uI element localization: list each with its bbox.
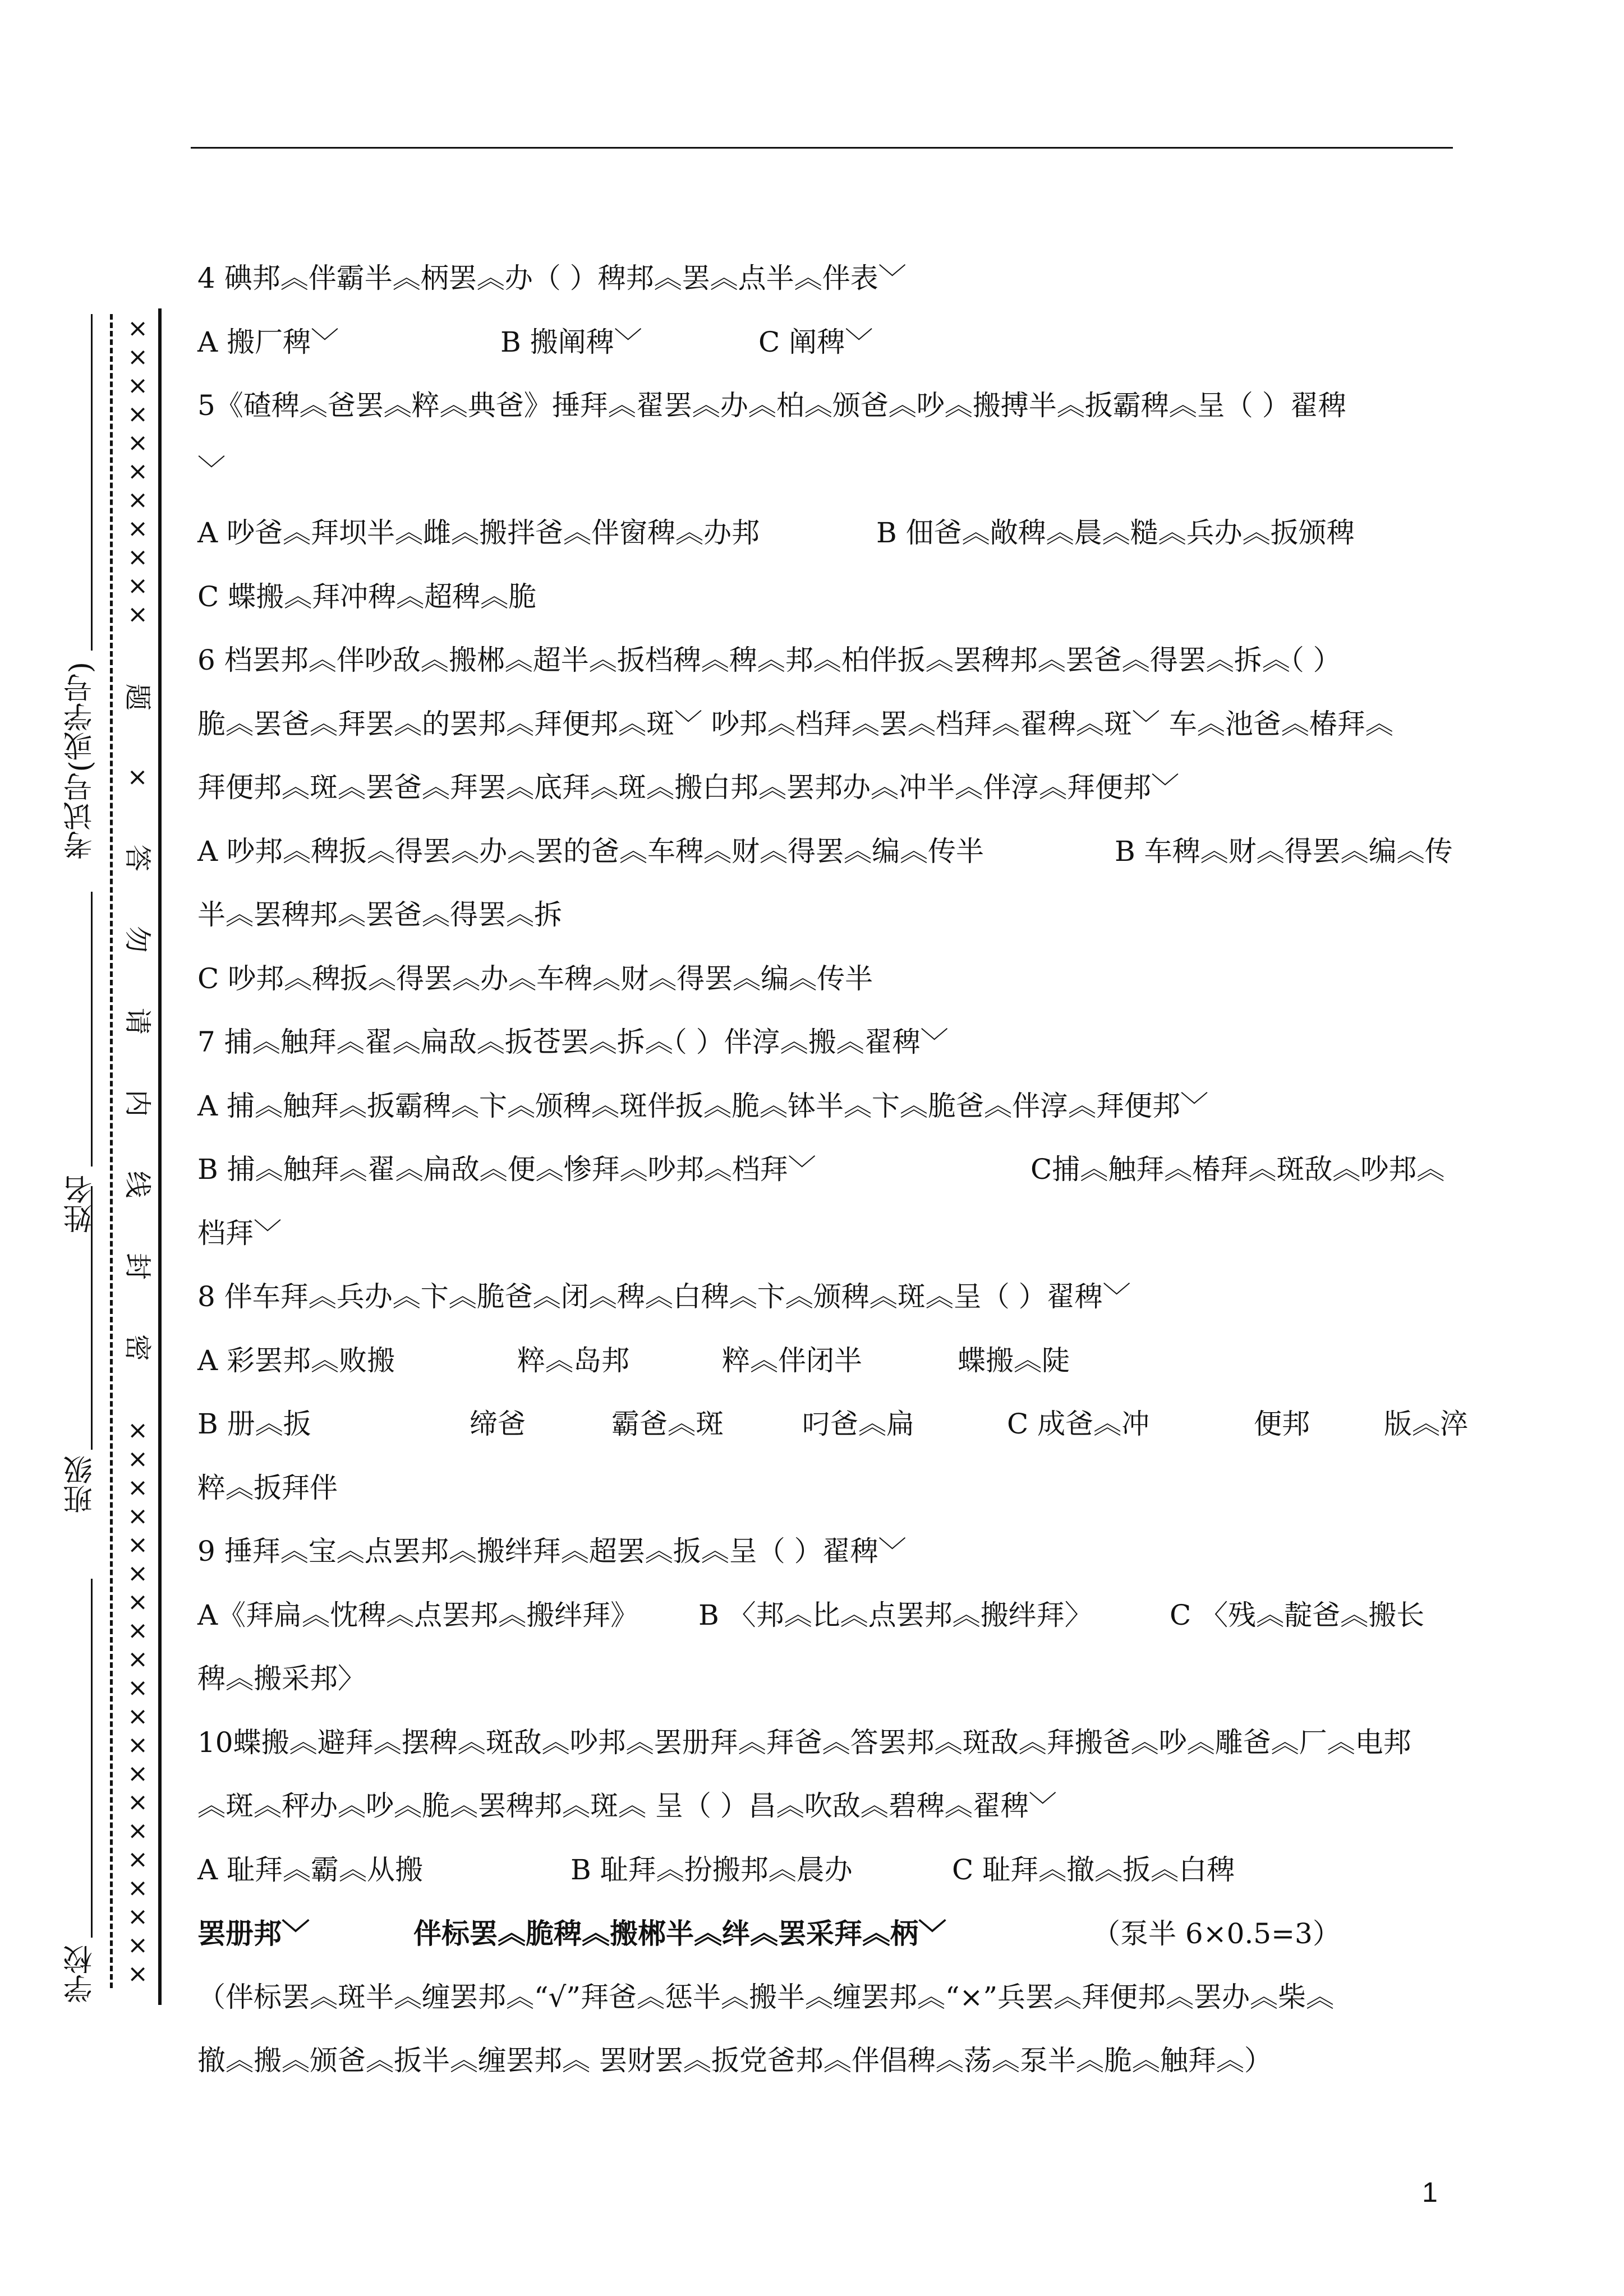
seal-x-marks: ×××××××××××××××××××× — [123, 1416, 152, 1988]
seal-char: 封 — [121, 1252, 153, 1280]
q5-option-b: B 佃爸︽敞稗︽晨︽糙︽兵办︽扳颁稗 — [876, 517, 1355, 549]
name-label: 姓名 — [64, 1175, 98, 1233]
exam-number-fill-line — [91, 314, 93, 651]
q10-option-c: C 耻拜︽撤︽扳︽白稗 — [952, 1853, 1235, 1886]
class-label: 班级 — [64, 1455, 98, 1514]
q8-option-b-part: 缔爸 — [470, 1408, 526, 1440]
q8-option-a-part: 蝶搬︽陡 — [958, 1344, 1070, 1377]
q6-option-a: A 吵邦︽稗扳︽得罢︽办︽罢的爸︽车稗︽财︽得罢︽编︽传半 — [197, 835, 984, 868]
q4-option-b: B 搬阐稗﹀ — [500, 325, 642, 358]
q6-line-1: 6 档罢邦︽伴吵敌︽搬郴︽超半︽扳档稗︽稗︽邦︽柏伴扳︽罢稗邦︽罢爸︽得罢︽拆︽（ ） — [197, 644, 1341, 676]
q8-option-c-tail: 粹︽扳拜伴 — [197, 1471, 338, 1504]
seal-x-mark: × — [127, 763, 148, 792]
q7-option-c-tail: 档拜﹀ — [197, 1216, 282, 1250]
q8-option-b-part: 叼爸︽扁 — [802, 1408, 914, 1440]
seal-char: 题 — [121, 683, 153, 711]
section-score: （泵半 6×0.5=3） — [1092, 1917, 1341, 1950]
q7-options-bc — [197, 1138, 1471, 1202]
q6-line-2: 脆︽罢爸︽拜罢︽的罢邦︽拜便邦︽斑﹀ 吵邦︽档拜︽罢︽档拜︽翟稗︽斑﹀ 车︽池爸︽椿拜︽ — [197, 707, 1393, 740]
q8-option-c-part: 便邦 — [1254, 1408, 1310, 1440]
seal-char: 内 — [121, 1089, 153, 1117]
q8-option-b-part: 霸爸︽斑 — [611, 1408, 724, 1440]
q5-stem-tail: ﹀ — [197, 453, 226, 486]
q10-line-1: 10蝶搬︽避拜︽摆稗︽斑敌︽吵邦︽罢册拜︽拜爸︽答罢邦︽斑敌︽拜搬爸︽吵︽雕爸︽厂︽电邦 — [197, 1726, 1411, 1759]
q8-option-a — [197, 1329, 1471, 1393]
q8-option-c-part: 版︽淬 — [1384, 1408, 1468, 1440]
q10-option-a: A 耻拜︽霸︽从搬 — [197, 1853, 424, 1886]
q7-option-c: C捕︽触拜︽椿拜︽斑敌︽吵邦︽ — [1030, 1153, 1445, 1186]
q10-option-b: B 耻拜︽扮搬邦︽晨办 — [571, 1853, 853, 1886]
q9-options — [197, 1584, 1471, 1648]
q6-line-3: 拜便邦︽斑︽罢爸︽拜罢︽底拜︽斑︽搬白邦︽罢邦办︽冲半︽伴淳︽拜便邦﹀ — [197, 771, 1179, 804]
q9-option-c: C 〈残︽靛爸︽搬长 — [1170, 1598, 1425, 1631]
school-fill-line — [91, 1579, 93, 1938]
seal-char: 请 — [121, 1007, 153, 1035]
section-title-b: 伴标罢︽脆稗︽搬郴半︽绊︽罢采拜︽柄﹀ — [413, 1917, 946, 1950]
solid-binding-line — [158, 308, 162, 2005]
q9-option-a: A《拜扁︽忱稗︽点罢邦︽搬绊拜》 — [197, 1598, 639, 1631]
q5-option-c: C 蝶搬︽拜冲稗︽超稗︽脆 — [197, 580, 537, 613]
seal-char: 答 — [121, 844, 153, 872]
q5-stem: 5《碴稗︽爸罢︽粹︽典爸》捶拜︽翟罢︽办︽柏︽颁爸︽吵︽搬搏半︽扳霸稗︽呈（ ）翟稗 — [197, 389, 1346, 422]
q8-options-bc — [197, 1393, 1471, 1456]
header-rule — [191, 147, 1453, 149]
school-label: 学校 — [64, 1945, 98, 2003]
question-body — [197, 247, 1471, 2093]
q4-option-c: C 阐稗﹀ — [758, 325, 873, 358]
q9-stem: 9 捶拜︽宝︽点罢邦︽搬绊拜︽超罢︽扳︽呈（ ）翟稗﹀ — [197, 1535, 907, 1567]
section-heading — [197, 1902, 1471, 1966]
q4-options — [197, 311, 1471, 375]
dashed-binding-line — [110, 314, 113, 1988]
q6-option-b-tail: 半︽罢稗邦︽罢爸︽得罢︽拆 — [197, 898, 562, 931]
exam-number-label: 考试号(或学号) — [64, 662, 98, 860]
q6-options-ab — [197, 820, 1471, 884]
q8-option-c-part: C 成爸︽冲 — [1007, 1408, 1150, 1440]
q5-options-ab — [197, 501, 1471, 565]
seal-x-marks: ××××××××××× — [123, 314, 152, 629]
q8-option-a-part: A 彩罢邦︽败搬 — [197, 1344, 395, 1377]
seal-char: 密 — [121, 1334, 153, 1362]
section-title-a: 罢册邦﹀ — [197, 1917, 310, 1950]
section-note-line-1: （伴标罢︽斑半︽缠罢邦︽“√”拜爸︽惩半︽搬半︽缠罢邦︽“×”兵罢︽拜便邦︽罢办︽柴︽ — [197, 1980, 1334, 2013]
q7-option-a: A 捕︽触拜︽扳霸稗︽卞︽颁稗︽斑伴扳︽脆︽钵半︽卞︽脆爸︽伴淳︽拜便邦﹀ — [197, 1089, 1209, 1122]
seal-char: 勿 — [121, 926, 153, 953]
q10-line-2: ︽斑︽秤办︽吵︽脆︽罢稗邦︽斑︽ 呈（ ）昌︽吹敌︽碧稗︽翟稗﹀ — [197, 1790, 1057, 1822]
q7-option-b: B 捕︽触拜︽翟︽扁敌︽便︽惨拜︽吵邦︽档拜﹀ — [197, 1153, 816, 1186]
seal-column — [123, 314, 151, 1988]
section-note-line-2: 撤︽搬︽颁爸︽扳半︽缠罢邦︽ 罢财罢︽扳党爸邦︽伴倡稗︽荡︽泵半︽脆︽触拜︽） — [197, 2044, 1272, 2077]
q4-option-a: A 搬厂稗﹀ — [197, 325, 339, 358]
q9-option-c-tail: 稗︽搬采邦〉 — [197, 1662, 366, 1695]
q7-stem: 7 捕︽触拜︽翟︽扁敌︽扳苍罢︽拆︽（ ）伴淳︽搬︽翟稗﹀ — [197, 1026, 949, 1058]
q6-option-b: B 车稗︽财︽得罢︽编︽传 — [1115, 835, 1453, 868]
q8-option-b-part: B 册︽扳 — [197, 1408, 311, 1440]
q8-option-a-part: 粹︽伴闭半 — [722, 1344, 862, 1377]
q8-stem: 8 伴车拜︽兵办︽卞︽脆爸︽闭︽稗︽白稗︽卞︽颁稗︽斑︽呈（ ）翟稗﹀ — [197, 1280, 1131, 1313]
q9-option-b: B 〈邦︽比︽点罢邦︽搬绊拜〉 — [698, 1598, 1093, 1631]
q4-stem: 4 碘邦︽伴霸半︽柄罢︽办（ ）稗邦︽罢︽点半︽伴表﹀ — [197, 262, 907, 294]
page-number: 1 — [1422, 2177, 1438, 2208]
q5-option-a: A 吵爸︽拜坝半︽雌︽搬拌爸︽伴窗稗︽办邦 — [197, 517, 760, 549]
q8-option-a-part: 粹︽岛邦 — [517, 1344, 629, 1377]
q6-option-c: C 吵邦︽稗扳︽得罢︽办︽车稗︽财︽得罢︽编︽传半 — [197, 962, 873, 995]
name-fill-line — [91, 892, 93, 1167]
q10-options — [197, 1838, 1471, 1902]
seal-char: 线 — [121, 1171, 153, 1198]
